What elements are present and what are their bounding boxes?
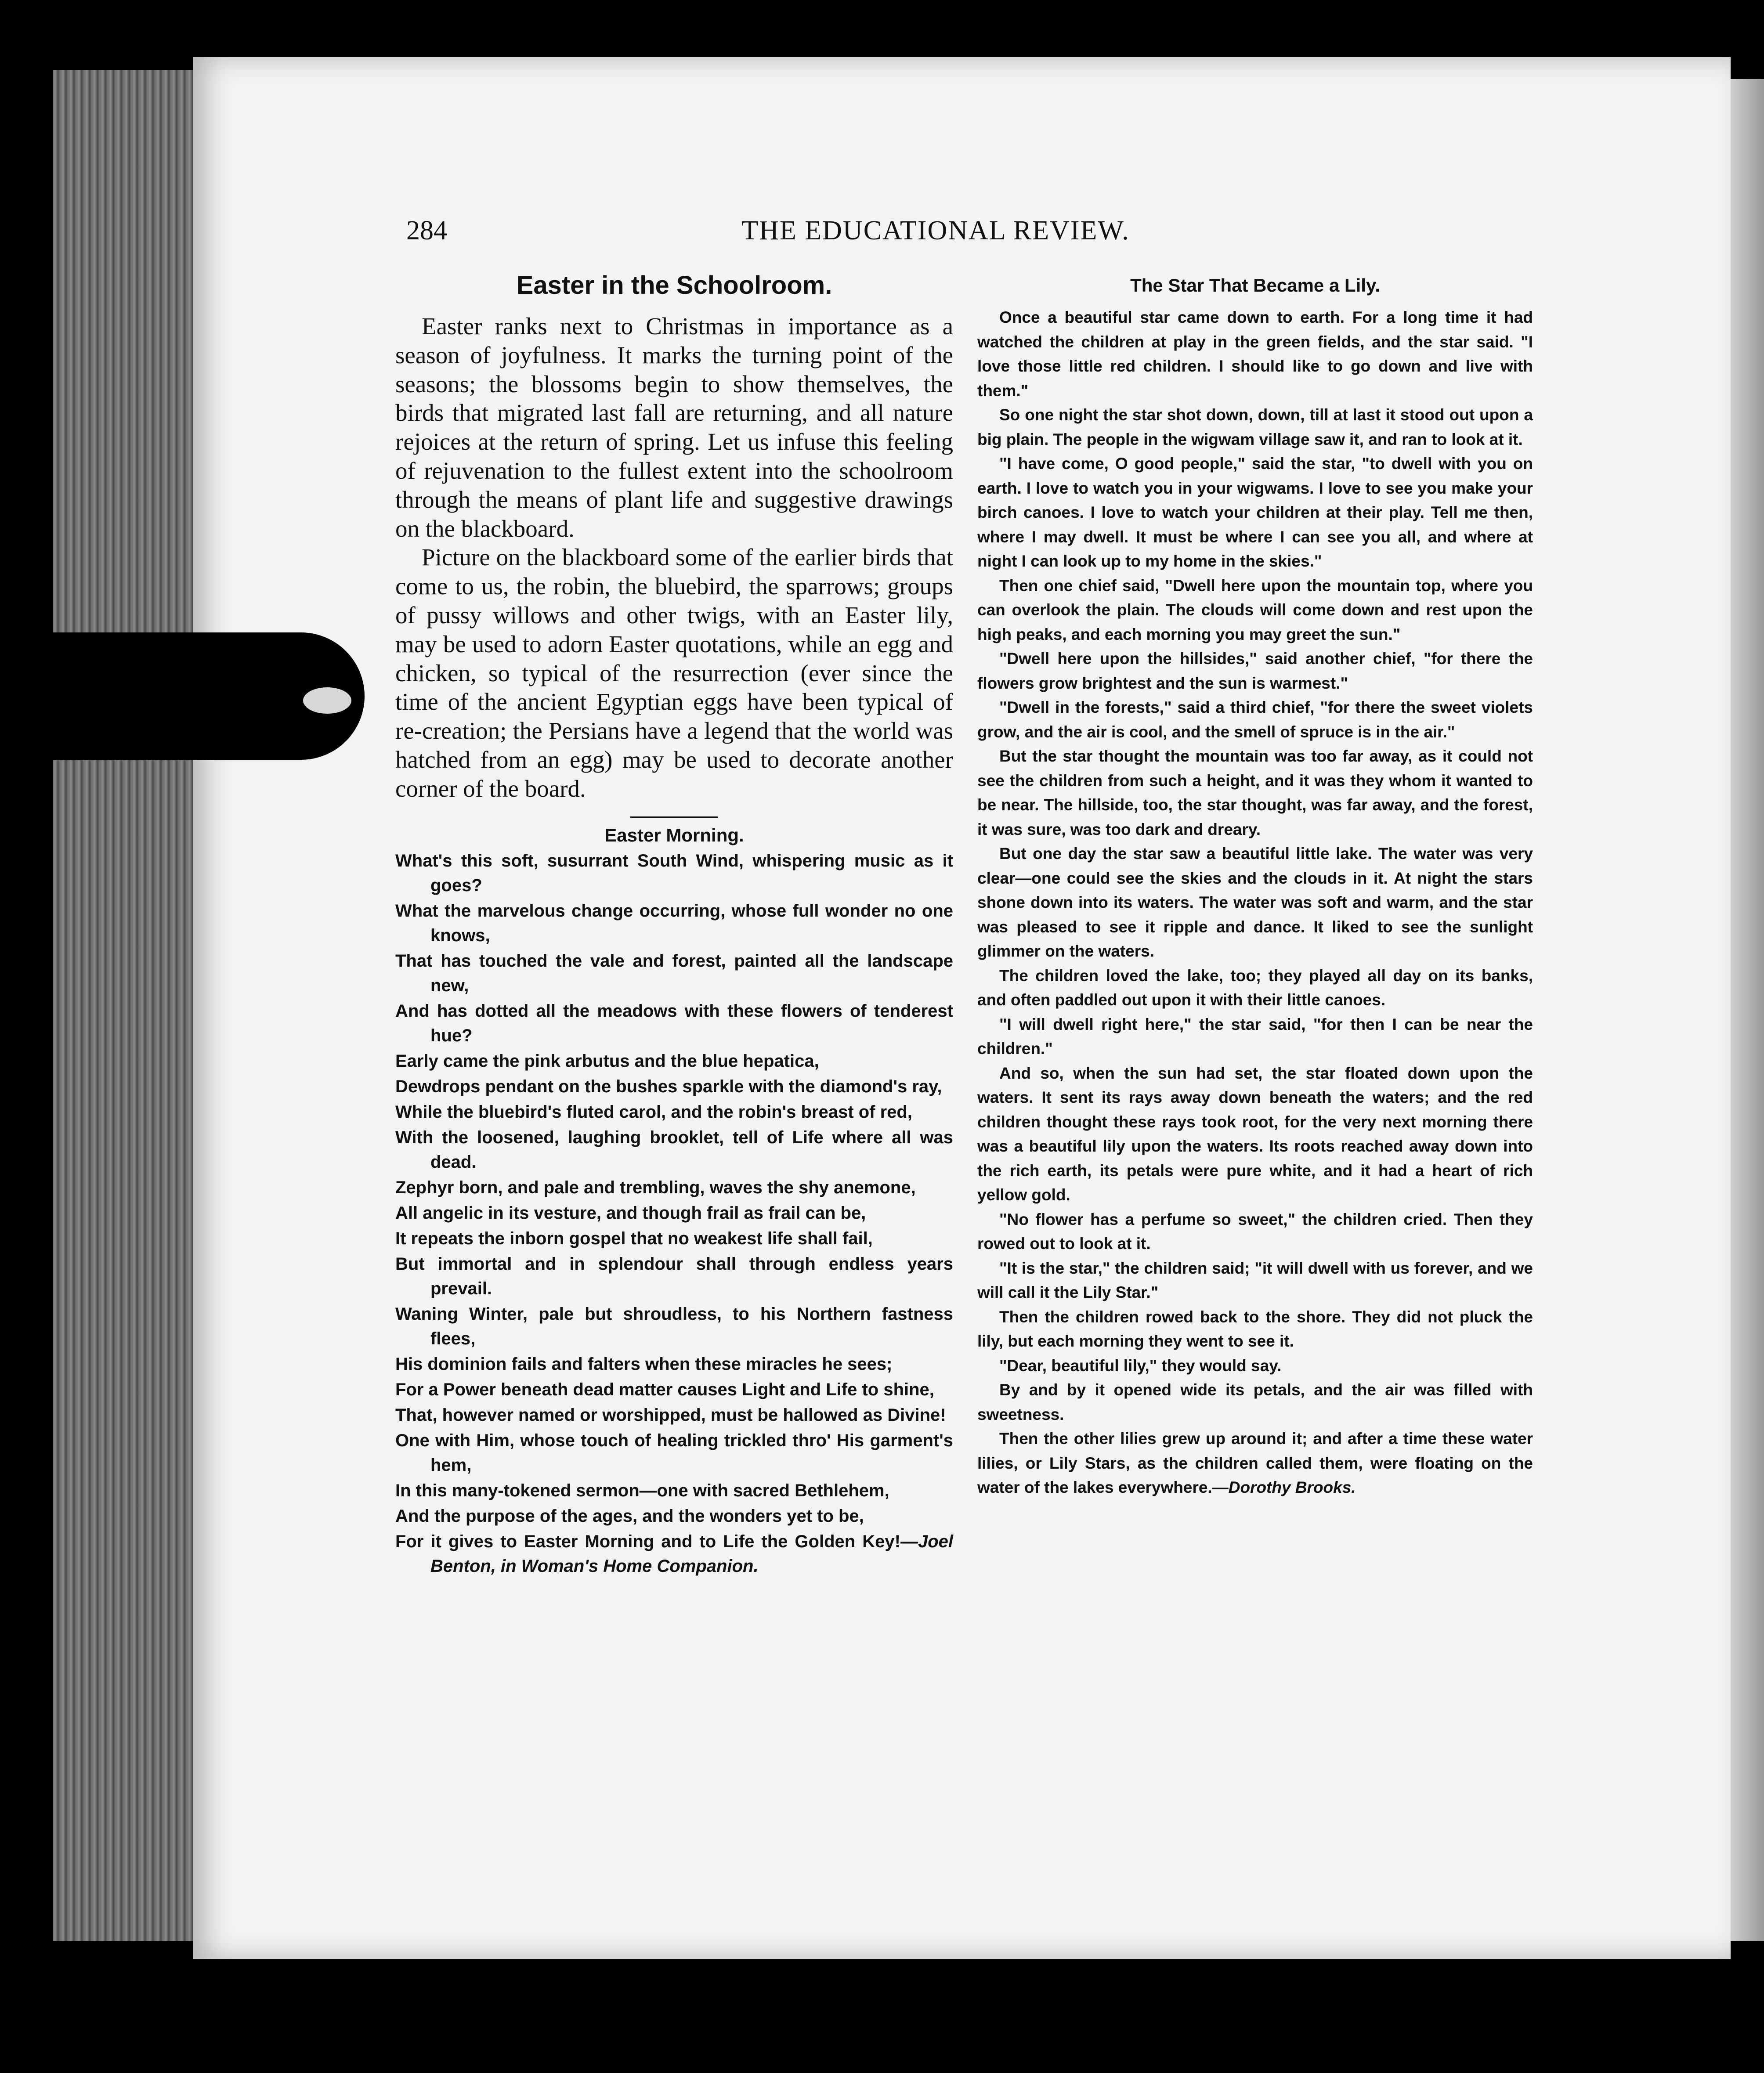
poem-line: Early came the pink arbutus and the blue hepatica, xyxy=(395,1051,819,1071)
facing-page-edge xyxy=(1731,79,1764,1941)
poem-title: Easter Morning. xyxy=(604,824,744,845)
poem-line: While the bluebird's fluted carol, and the robin's breast of red, xyxy=(395,1102,912,1122)
poem-line: His dominion fails and falters when these miracles he sees; xyxy=(395,1354,893,1374)
poem-credit: —Joel Benton, in Woman's Home Companion. xyxy=(430,1531,953,1576)
story-paragraph: The children loved the lake, too; they played all day on its banks, and often paddled out upon it with their little canoes. xyxy=(977,966,1533,1009)
poem-line: For it gives to Easter Morning and to Life the Golden Key! xyxy=(395,1531,900,1551)
article-paragraph: Picture on the blackboard some of the earlier birds that come to us, the robin, the bluebird, the sparrows; groups of pussy willows and other twigs, with an Easter lily, may be used to adorn Easter quotations, while an egg and chicken, so typical of the resurrection (ever since the time of the ancient Egyptian eggs have been typical of re-creation; the Persians have a legend that the world was hatched from an egg) may be used to decorate another corner of the board. xyxy=(395,544,953,802)
book-page-edges xyxy=(53,70,202,1941)
story-paragraph: Then the children rowed back to the shore. They did not pluck the lily, but each morning they went to see it. xyxy=(977,1307,1533,1350)
poem-line: Dewdrops pendant on the bushes sparkle with the diamond's ray, xyxy=(395,1076,942,1096)
page-number: 284 xyxy=(406,216,447,246)
story-paragraph-final xyxy=(977,1427,1533,1500)
story-signature: —Dorothy Brooks. xyxy=(1212,1478,1356,1496)
story-title: The Star That Became a Lily. xyxy=(1130,275,1380,296)
poem-line: One with Him, whose touch of healing trickled thro' His garment's hem, xyxy=(395,1430,953,1475)
poem-line: What the marvelous change occurring, whose full wonder no one knows, xyxy=(395,901,953,945)
story-paragraph: By and by it opened wide its petals, and the air was filled with sweetness. xyxy=(977,1381,1533,1423)
article-paragraph: Easter ranks next to Christmas in importance as a season of joyfulness. It marks the turning point of the seasons; the blossoms begin to show themselves, the birds that migrated last fall are returning, and all nature rejoices at the return of spring. Let us infuse this feeling of rejuvenation to the fullest extent into the schoolroom through the means of plant life and suggestive drawings on the blackboard. xyxy=(395,313,953,542)
story-paragraph: Then the other lilies grew up around it; and after a time these water lilies, or Lily Stars, as the children called them, were floating on the water of the lakes everywhere. xyxy=(977,1430,1533,1496)
poem-line: That has touched the vale and forest, painted all the landscape new, xyxy=(395,951,953,995)
story-paragraph: So one night the star shot down, down, till at last it stood out upon a big plain. The people in the wigwam village saw it, and ran to look at it. xyxy=(977,406,1533,448)
poem-line: And the purpose of the ages, and the wonders yet to be, xyxy=(395,1506,864,1526)
poem-line: But immortal and in splendour shall through endless years prevail. xyxy=(395,1254,953,1298)
poem-line: Waning Winter, pale but shroudless, to his Northern fastness flees, xyxy=(395,1304,953,1348)
story-paragraph: "I will dwell right here," the star said, "for then I can be near the children." xyxy=(977,1015,1533,1058)
story-paragraph: "Dwell here upon the hillsides," said another chief, "for there the flowers grow brightest and the sun is warmest." xyxy=(977,650,1533,692)
left-column xyxy=(395,268,953,1579)
poem-line: It repeats the inborn gospel that no weakest life shall fail, xyxy=(395,1228,873,1248)
story-paragraph: And so, when the sun had set, the star floated down upon the waters. It sent its rays away down beneath the waters; and the red children thought these rays took root, for the very next morning there was a beautiful lily upon the waters. Its roots reached away down into the rich earth, its petals were pure white, and it had a heart of rich yellow gold. xyxy=(977,1064,1533,1204)
poem-line: In this many-tokened sermon—one with sacred Bethlehem, xyxy=(395,1481,889,1500)
poem-line: Zephyr born, and pale and trembling, waves the shy anemone, xyxy=(395,1177,916,1197)
section-divider xyxy=(630,816,718,818)
poem-line: With the loosened, laughing brooklet, tell of Life where all was dead. xyxy=(395,1127,953,1172)
poem-line: And has dotted all the meadows with these flowers of tenderest hue? xyxy=(395,1001,953,1045)
thumbnail-highlight xyxy=(303,687,351,714)
story-paragraph: Once a beautiful star came down to earth. For a long time it had watched the children at play in the green fields, and the star said. "I love those little red children. I should like to go down and live with them." xyxy=(977,308,1533,400)
right-column xyxy=(977,272,1533,1500)
running-head: THE EDUCATIONAL REVIEW. xyxy=(741,216,1130,246)
story-paragraph: "Dear, beautiful lily," they would say. xyxy=(999,1356,1282,1375)
story-paragraph: "Dwell in the forests," said a third chief, "for there the sweet violets grow, and the air is cool, and the smell of spruce is in the air." xyxy=(977,698,1533,741)
story-body xyxy=(977,305,1533,1500)
poem xyxy=(395,849,953,1578)
story-paragraph: Then one chief said, "Dwell here upon the mountain top, where you can overlook the plain. The clouds will come down and rest upon the high peaks, and each morning you may greet the sun." xyxy=(977,576,1533,643)
story-paragraph: "It is the star," the children said; "it will dwell with us forever, and we will call it the Lily Star." xyxy=(977,1259,1533,1301)
poem-line: What's this soft, susurrant South Wind, whispering music as it goes? xyxy=(395,851,953,895)
story-paragraph: But one day the star saw a beautiful little lake. The water was very clear—one could see the skies and the clouds in it. At night the stars shone down into its waters. The water was soft and warm, and the star was pleased to see it ripple and dance. It liked to see the sunlight glimmer on the waters. xyxy=(977,845,1533,960)
poem-line: That, however named or worshipped, must be hallowed as Divine! xyxy=(395,1405,946,1425)
story-paragraph: "No flower has a perfume so sweet," the children cried. Then they rowed out to look at it. xyxy=(977,1210,1533,1253)
poem-line-final xyxy=(395,1529,953,1578)
poem-line: For a Power beneath dead matter causes Light and Life to shine, xyxy=(395,1380,934,1399)
story-paragraph: "I have come, O good people," said the star, "to dwell with you on earth. I love to watch you in your wigwams. I love to see you make your birch canoes. I love to watch your children at their play. Tell me then, where I may dwell. It must be where I can see you all, and where at night I can look up to my home in the skies." xyxy=(977,455,1533,570)
poem-line: All angelic in its vesture, and though frail as frail can be, xyxy=(395,1203,866,1223)
article-title-easter-schoolroom: Easter in the Schoolroom. xyxy=(516,271,832,300)
story-paragraph: But the star thought the mountain was too far away, as it could not see the children from such a height, and it was they whom it wanted to be near. The hillside, too, the star thought, was far away, and the forest, it was sure, was too dark and dreary. xyxy=(977,747,1533,838)
